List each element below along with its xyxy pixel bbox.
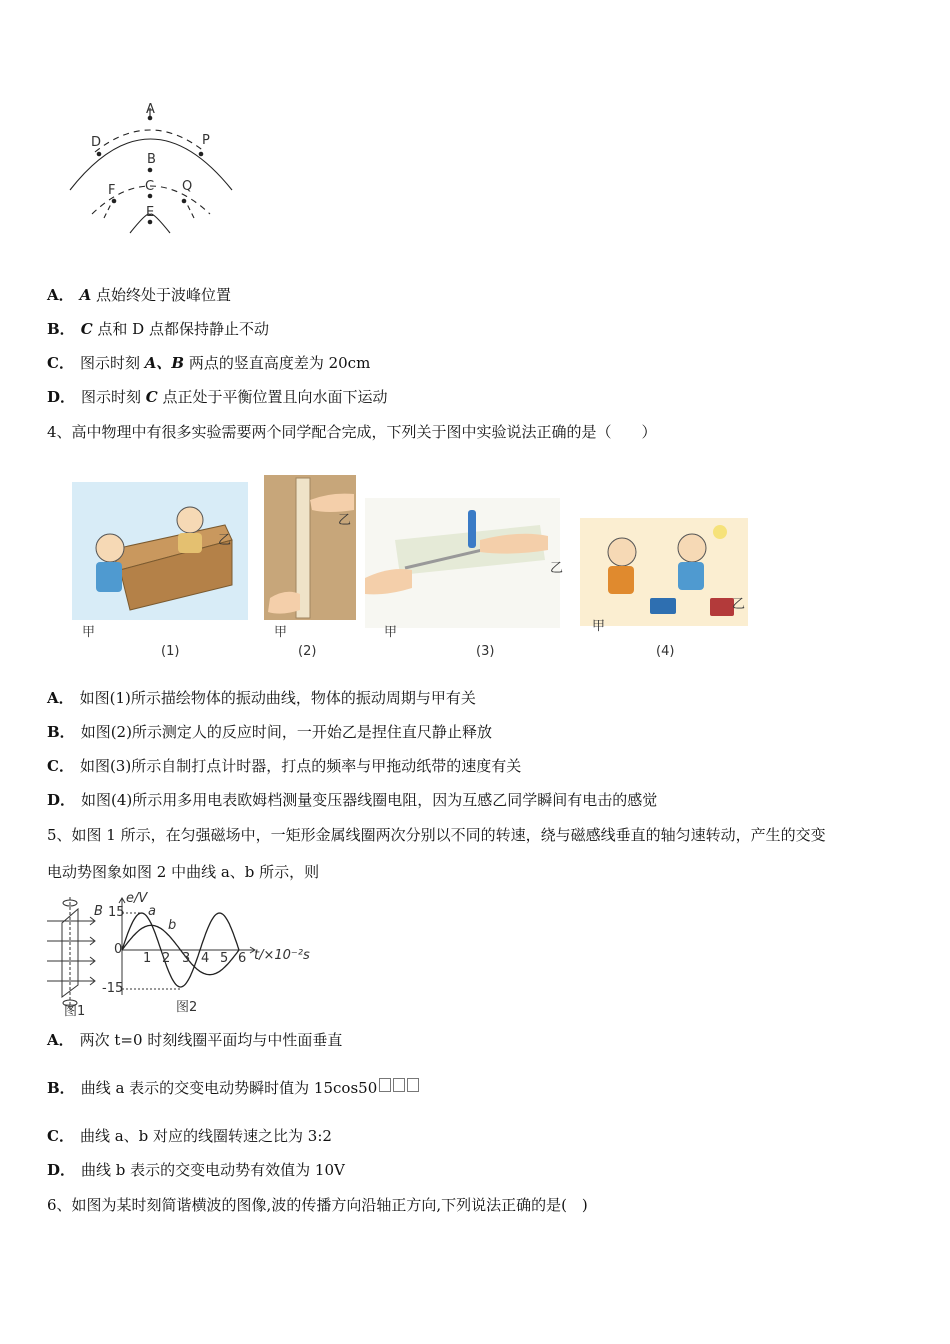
q4-stem: 4、高中物理中有很多实验需要两个同学配合完成，下列关于图中实验说法正确的是（ ） xyxy=(47,423,657,441)
edge-left xyxy=(104,202,112,218)
label-P: P xyxy=(202,133,210,148)
label-C: C xyxy=(145,179,155,194)
q5-stem-line1: 5、如图 1 所示，在匀强磁场中，一矩形金属线圈两次分别以不同的转速，绕与磁感线垂直的轴匀速转动，产生的交变 xyxy=(47,826,826,844)
field-label: B xyxy=(94,904,103,919)
panel-2-caption: (2) xyxy=(298,644,317,659)
label-D: D xyxy=(91,135,102,150)
q4-option-b: B． 如图(2)所示测定人的反应时间，一开始乙是捏住直尺静止释放 xyxy=(47,723,492,741)
y-tick-neg15: -15 xyxy=(102,981,124,996)
q4-option-a: A． 如图(1)所示描绘物体的振动曲线，物体的振动周期与甲有关 xyxy=(47,689,476,707)
panel-3-caption: (3) xyxy=(476,644,495,659)
x-tick-3: 3 xyxy=(182,951,191,966)
missing-glyph-icon xyxy=(379,1078,391,1092)
label-B: B xyxy=(147,152,156,167)
q6-stem: 6、如图为某时刻简谐横波的图像,波的传播方向沿轴正方向,下列说法正确的是( ) xyxy=(47,1196,588,1214)
fig1-label: 图1 xyxy=(64,1004,86,1019)
panel-3-jia: 甲 xyxy=(384,625,398,640)
panel-2-yi: 乙 xyxy=(338,513,352,528)
panel-4-caption: (4) xyxy=(656,644,675,659)
label-Q: Q xyxy=(182,179,193,194)
x-axis-label: t/×10⁻²s xyxy=(254,948,310,963)
q3-option-d: D． 图示时刻 C 点正处于平衡位置且向水面下运动 xyxy=(47,388,388,406)
q5-figures xyxy=(42,891,310,1019)
q3-option-c: C． 图示时刻 A、B 两点的竖直高度差为 20cm xyxy=(47,354,371,372)
missing-glyph-icon xyxy=(393,1078,405,1092)
x-tick-6: 6 xyxy=(238,951,247,966)
q5-option-c: C． 曲线 a、b 对应的线圈转速之比为 3:2 xyxy=(47,1127,332,1145)
q3-option-b: B． C 点和 D 点都保持静止不动 xyxy=(47,320,269,338)
q4-option-c: C． 如图(3)所示自制打点计时器，打点的频率与甲拖动纸带的速度有关 xyxy=(47,757,522,775)
y-tick-15: 15 xyxy=(108,905,125,920)
panel-1-vibration xyxy=(72,482,248,659)
curve-a-label: a xyxy=(148,904,156,919)
x-tick-4: 4 xyxy=(201,951,210,966)
panel-2-jia: 甲 xyxy=(274,625,288,640)
curve-b-label: b xyxy=(168,918,177,933)
y-axis-label: e/V xyxy=(126,891,148,906)
fig1-coil xyxy=(47,897,95,1009)
fig2-label: 图2 xyxy=(176,1000,198,1015)
panel-1-caption: (1) xyxy=(161,644,180,659)
label-A: A xyxy=(146,102,155,117)
x-tick-0: 0 xyxy=(114,942,123,957)
panel-1-jia: 甲 xyxy=(82,625,96,640)
panel-3-yi: 乙 xyxy=(550,561,564,576)
panel-2-reaction xyxy=(264,475,356,659)
arc-mid xyxy=(95,130,205,152)
fig2-axes xyxy=(119,898,255,995)
panel-4-jia: 甲 xyxy=(592,619,606,634)
edge-right xyxy=(186,202,194,218)
q5-option-b: B． 曲线 a 表示的交变电动势瞬时值为 15cos50 xyxy=(47,1078,419,1098)
q4-experiment-figures xyxy=(60,470,760,665)
q4-option-d: D． 如图(4)所示用多用电表欧姆档测量变压器线圈电阻，因为互感乙同学瞬间有电击的感觉 xyxy=(47,791,658,809)
label-F: F xyxy=(108,183,116,198)
label-E: E xyxy=(146,205,155,220)
panel-4-multimeter xyxy=(580,518,748,659)
x-tick-1: 1 xyxy=(143,951,152,966)
q5-option-a: A． 两次 t=0 时刻线圈平面均与中性面垂直 xyxy=(47,1031,343,1049)
q5-option-d: D． 曲线 b 表示的交变电动势有效值为 10V xyxy=(47,1161,345,1179)
q5-stem-line2: 电动势图象如图 2 中曲线 a、b 所示，则 xyxy=(47,863,320,881)
x-tick-2: 2 xyxy=(162,951,171,966)
panel-4-yi: 乙 xyxy=(732,597,746,612)
panel-1-yi: 乙 xyxy=(218,533,232,548)
panel-3-timer xyxy=(365,498,563,659)
q3-option-a: A． A 点始终处于波峰位置 xyxy=(47,286,232,304)
wave-interference-figure xyxy=(60,98,245,248)
x-tick-5: 5 xyxy=(220,951,229,966)
missing-glyph-icon xyxy=(407,1078,419,1092)
